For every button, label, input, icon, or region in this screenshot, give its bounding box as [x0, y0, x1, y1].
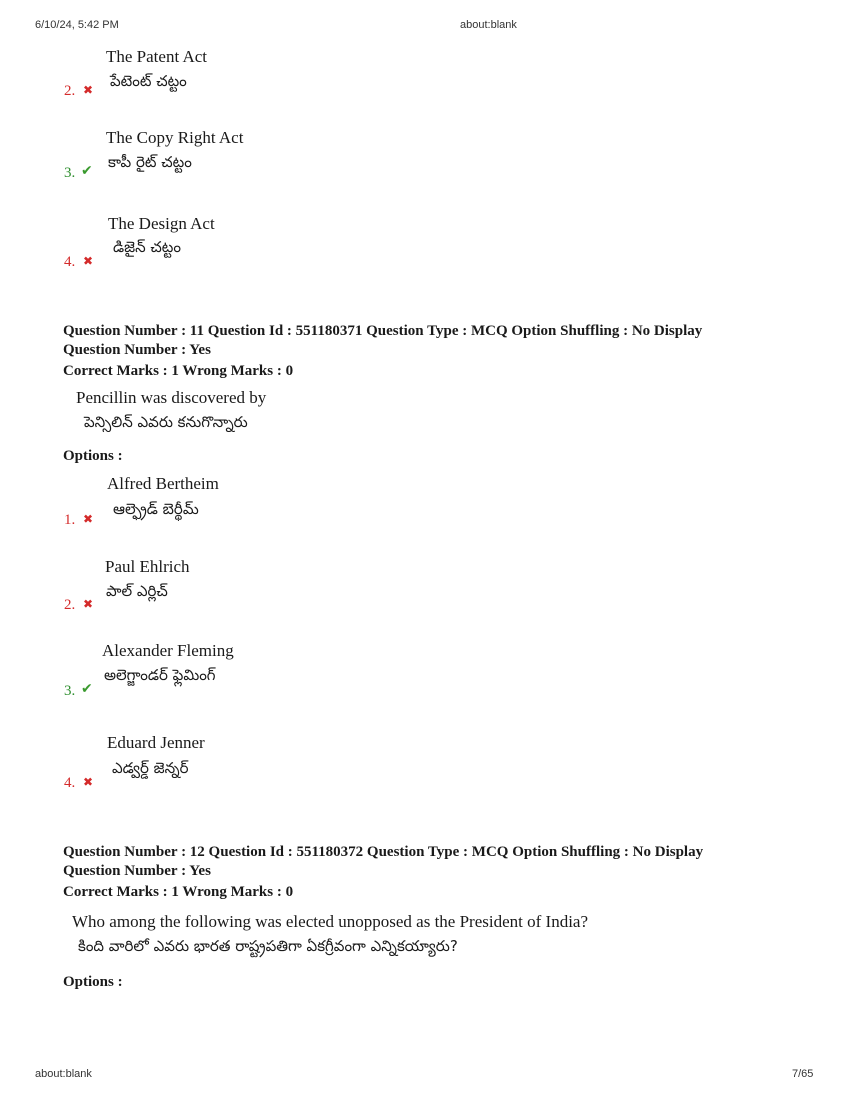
question-meta: Question Number : 11 Question Id : 551180371 Question Type : MCQ Option Shuffling : No Display: [63, 323, 703, 339]
option-text-en: Paul Ehlrich: [105, 557, 190, 576]
option-text-te: కాపీ రైట్ చట్టం: [108, 153, 192, 171]
option-text-te: పాల్ ఎర్లిచ్: [106, 582, 168, 600]
check-icon: ✔: [81, 681, 93, 697]
option-text-en: Alexander Fleming: [102, 641, 234, 660]
question-text-te: కింది వారిలో ఎవరు భారత రాష్ట్రపతిగా ఏకగ్రీవంగా ఎన్నికయ్యారు?: [78, 937, 458, 955]
option-text-en: Alfred Bertheim: [107, 474, 219, 493]
option-number: 2.: [64, 597, 76, 613]
cross-icon: ✖: [83, 775, 94, 789]
options-label: Options :: [63, 448, 123, 464]
question-marks: Correct Marks : 1 Wrong Marks : 0: [63, 363, 294, 379]
question-meta: Question Number : 12 Question Id : 551180372 Question Type : MCQ Option Shuffling : No Display: [63, 844, 704, 860]
check-icon: ✔: [81, 163, 93, 179]
question-marks: Correct Marks : 1 Wrong Marks : 0: [63, 884, 294, 900]
question-text-en: Who among the following was elected unopposed as the President of India?: [72, 912, 589, 931]
cross-icon: ✖: [83, 597, 94, 611]
option-text-te: పేటెంట్ చట్టం: [110, 72, 187, 90]
cross-icon: ✖: [83, 512, 94, 526]
question-meta-cont: Question Number : Yes: [63, 342, 211, 358]
option-number: 1.: [64, 512, 76, 528]
option-number: 3.: [64, 165, 76, 181]
option-number: 3.: [64, 683, 76, 699]
question-text-en: Pencillin was discovered by: [76, 388, 267, 407]
question-meta-cont: Question Number : Yes: [63, 863, 211, 879]
page-number: 7/65: [792, 1068, 814, 1080]
option-text-en: The Patent Act: [106, 47, 208, 66]
cross-icon: ✖: [83, 254, 94, 268]
print-url: about:blank: [460, 19, 517, 31]
option-number: 2.: [64, 83, 76, 99]
cross-icon: ✖: [83, 83, 94, 97]
footer-url: about:blank: [35, 1068, 92, 1080]
option-text-en: Eduard Jenner: [107, 733, 205, 752]
option-text-te: అలెగ్జాండర్ ఫ్లెమింగ్: [104, 666, 216, 684]
option-text-en: The Design Act: [108, 214, 215, 233]
option-text-te: డిజైన్ చట్టం: [113, 238, 181, 256]
option-text-en: The Copy Right Act: [106, 128, 244, 147]
question-text-te: పెన్సిలిన్ ఎవరు కనుగొన్నారు: [84, 413, 248, 431]
option-number: 4.: [64, 254, 76, 270]
option-text-te: ఎడ్వర్డ్ జెన్నర్: [112, 759, 189, 777]
option-number: 4.: [64, 775, 76, 791]
option-text-te: ఆల్ఫ్రెడ్ బెర్థీమ్: [113, 500, 199, 518]
options-label: Options :: [63, 974, 123, 990]
print-datetime: 6/10/24, 5:42 PM: [35, 19, 119, 31]
